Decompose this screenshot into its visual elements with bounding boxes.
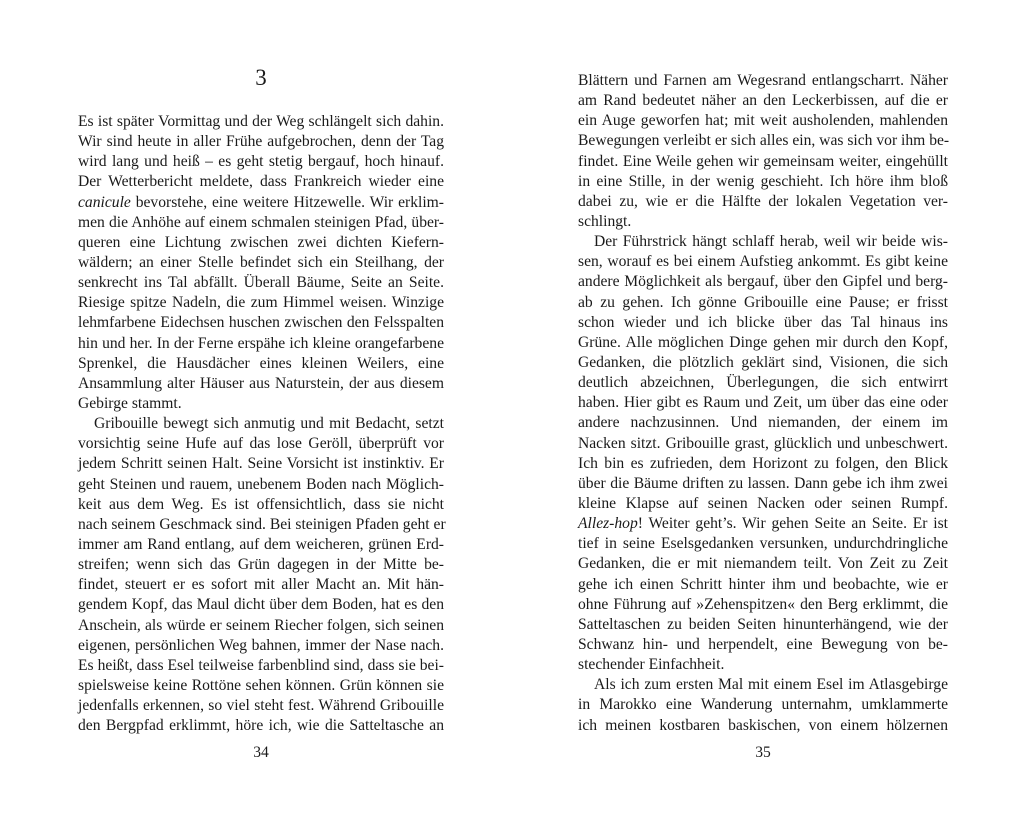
text-line: über die Bäume driften zu lassen. Dann gebe ich ihm zwei — [578, 474, 948, 492]
text-line: hin und her. In der Ferne erspähe ich kleine orangefarbene — [78, 334, 444, 352]
text-line: schon wieder und ich blicke über das Tal hinaus ins — [578, 313, 948, 331]
text-line: tief in seine Eselsgedanken versunken, undurchdringliche — [578, 535, 948, 553]
text-line: Allez-hop! Weiter geht’s. Wir gehen Seite an Seite. Er ist — [578, 515, 948, 533]
text-line: Gedanken, die er mit niemandem teilt. Von Zeit zu Zeit — [578, 555, 948, 573]
text-line: findet, steuert er es sofort mit aller Macht an. Mit hän- — [78, 576, 444, 594]
text-line: Bewegungen verleibt er sich alles ein, was sich vor ihm be- — [578, 132, 950, 150]
text-line: Nacken sitzt. Gribouille grast, glücklich und unbeschwert. — [578, 434, 948, 452]
text-line: findet. Eine Weile gehen wir gemeinsam weiter, eingehüllt — [578, 152, 948, 170]
text-line: haben. Hier gibt es Raum und Zeit, um über das eine oder — [578, 394, 948, 412]
text-line: jedem Schritt seinen Halt. Seine Vorsicht ist instinktiv. Er — [78, 455, 444, 473]
text-line: Gribouille bewegt sich anmutig und mit Bedacht, setzt — [94, 415, 444, 433]
text-line: schlingt. — [578, 212, 632, 230]
text-line: in Marokko eine Wanderung unternahm, umklammerte — [578, 696, 948, 714]
text-line: andere Möglichkeit als bergauf, über den Gipfel und berg- — [578, 273, 948, 291]
chapter-number: 3 — [255, 65, 267, 90]
text-line: nach seinem Geschmack sind. Bei steinigen Pfaden geht er — [78, 515, 446, 533]
text-line: senkrecht ins Tal abfällt. Überall Bäume, Seite an Seite. — [78, 274, 444, 292]
text-line: stechender Einfachheit. — [578, 656, 725, 674]
text-line: Blättern und Farnen am Wegesrand entlangscharrt. Näher — [578, 72, 948, 89]
text-line: immer am Rand entlang, auf dem weicheren, grünen Erd- — [78, 535, 444, 553]
text-line: sen, worauf es bei einem Aufstieg ankommt. Es gibt keine — [578, 253, 948, 271]
text-line: men die Anhöhe auf einem schmalen steinigen Pfad, über- — [78, 213, 444, 231]
text-line: ich meinen kostbaren baskischen, von einem hölzernen — [578, 716, 948, 734]
text-line: am Rand bedeutet näher an den Leckerbissen, auf die er — [578, 92, 948, 110]
text-line: andere nachzusinnen. Und niemanden, der einem im — [578, 414, 948, 432]
page-number: 34 — [253, 744, 269, 761]
text-line: Gebirge stammt. — [78, 394, 182, 412]
text-line: Schwanz hin- und herpendelt, eine Bewegung von be- — [578, 635, 948, 653]
text-line: Sprenkel, die Hausdächer eines kleinen Weilers, eine — [78, 354, 444, 372]
text-line: ein Auge geworfen hat; mit weit ausholenden, mahlenden — [578, 112, 948, 130]
text-line: kleine Klapse auf seinen Nacken oder seinen Rumpf. — [578, 494, 948, 512]
text-line: geht Steinen und rauem, unebenem Boden nach Möglich- — [78, 475, 444, 493]
right-page-text — [578, 71, 948, 736]
text-line: Grüne. Alle möglichen Dinge gehen mir durch den Kopf, — [578, 333, 948, 351]
text-line: Wir sind heute in aller Frühe aufgebrochen, denn der Tag — [78, 133, 444, 151]
text-line: Riesige spitze Nadeln, die zum Himmel weisen. Winzige — [78, 294, 444, 312]
text-line: Der Führstrick hängt schlaff herab, weil wir beide wis- — [594, 233, 948, 251]
text-line: den Bergpfad erklimmt, höre ich, wie die Satteltasche an — [78, 717, 444, 735]
page-number: 35 — [755, 744, 771, 761]
text-line: dabei zu, wie er die Hälfte der lokalen Vegetation ver- — [578, 192, 948, 210]
text-line: deutlich abzeichnen, Überlegungen, die sich entwirrt — [578, 374, 948, 392]
text-line: wäldern; an einer Stelle befindet sich ein Steilhang, der — [78, 253, 444, 271]
text-line: Ansammlung alter Häuser aus Naturstein, der aus diesem — [78, 374, 444, 392]
right-page — [510, 0, 1020, 836]
text-line: Es ist später Vormittag und der Weg schlängelt sich dahin. — [78, 113, 444, 130]
text-line: queren eine Lichtung zwischen zwei dichten Kiefern- — [78, 233, 444, 251]
text-line: Es heißt, dass Esel teilweise farbenblind sind, dass sie bei- — [78, 656, 444, 674]
text-line: Gedanken, die plötzlich geklärt sind, Visionen, die sich — [578, 353, 948, 371]
text-line: canicule bevorstehe, eine weitere Hitzewelle. Wir erklim- — [78, 193, 444, 211]
text-line: jedenfalls erkennen, so viel steht fest. Während Gribouille — [78, 697, 444, 715]
text-line: vorsichtig seine Hufe auf das lose Geröll, überprüft vor — [78, 435, 444, 453]
text-line: lehmfarbene Eidechsen huschen zwischen den Felsspalten — [78, 314, 444, 332]
text-line: gendem Kopf, das Maul dicht über dem Boden, hat es den — [78, 596, 444, 614]
text-line: gehe ich einen Schritt hinter ihm und beobachte, wie er — [578, 575, 948, 593]
text-line: ohne Führung auf »Zehenspitzen« den Berg erklimmt, die — [578, 595, 948, 613]
text-line: in eine Stille, in der wenig geschieht. Ich höre ihm bloß — [578, 172, 948, 190]
text-line: spielsweise keine Rottöne sehen können. Grün können sie — [78, 676, 444, 694]
text-line: Ich bin es zufrieden, dem Horizont zu folgen, den Blick — [578, 454, 948, 472]
text-line: wird lang und heiß – es geht stetig bergauf, hoch hinauf. — [78, 153, 444, 171]
text-line: streifen; wenn sich das Grün dagegen in der Mitte be- — [78, 556, 444, 574]
text-line: Als ich zum ersten Mal mit einem Esel im Atlasgebirge — [594, 676, 948, 694]
left-page-text — [78, 112, 444, 736]
text-line: ab zu gehen. Ich gönne Gribouille eine Pause; er frisst — [578, 293, 948, 311]
text-line: Satteltaschen zu beiden Seiten hinunterhängend, wie der — [578, 615, 948, 633]
text-line: keit aus dem Weg. Es ist offensichtlich, dass sie nicht — [78, 495, 444, 513]
text-line: Der Wetterbericht meldete, dass Frankreich wieder eine — [78, 173, 444, 191]
text-line: eigenen, persönlichen Weg bahnen, immer der Nase nach. — [78, 636, 444, 654]
text-line: Anschein, als würde er seinem Riecher folgen, sich seinen — [78, 616, 444, 634]
